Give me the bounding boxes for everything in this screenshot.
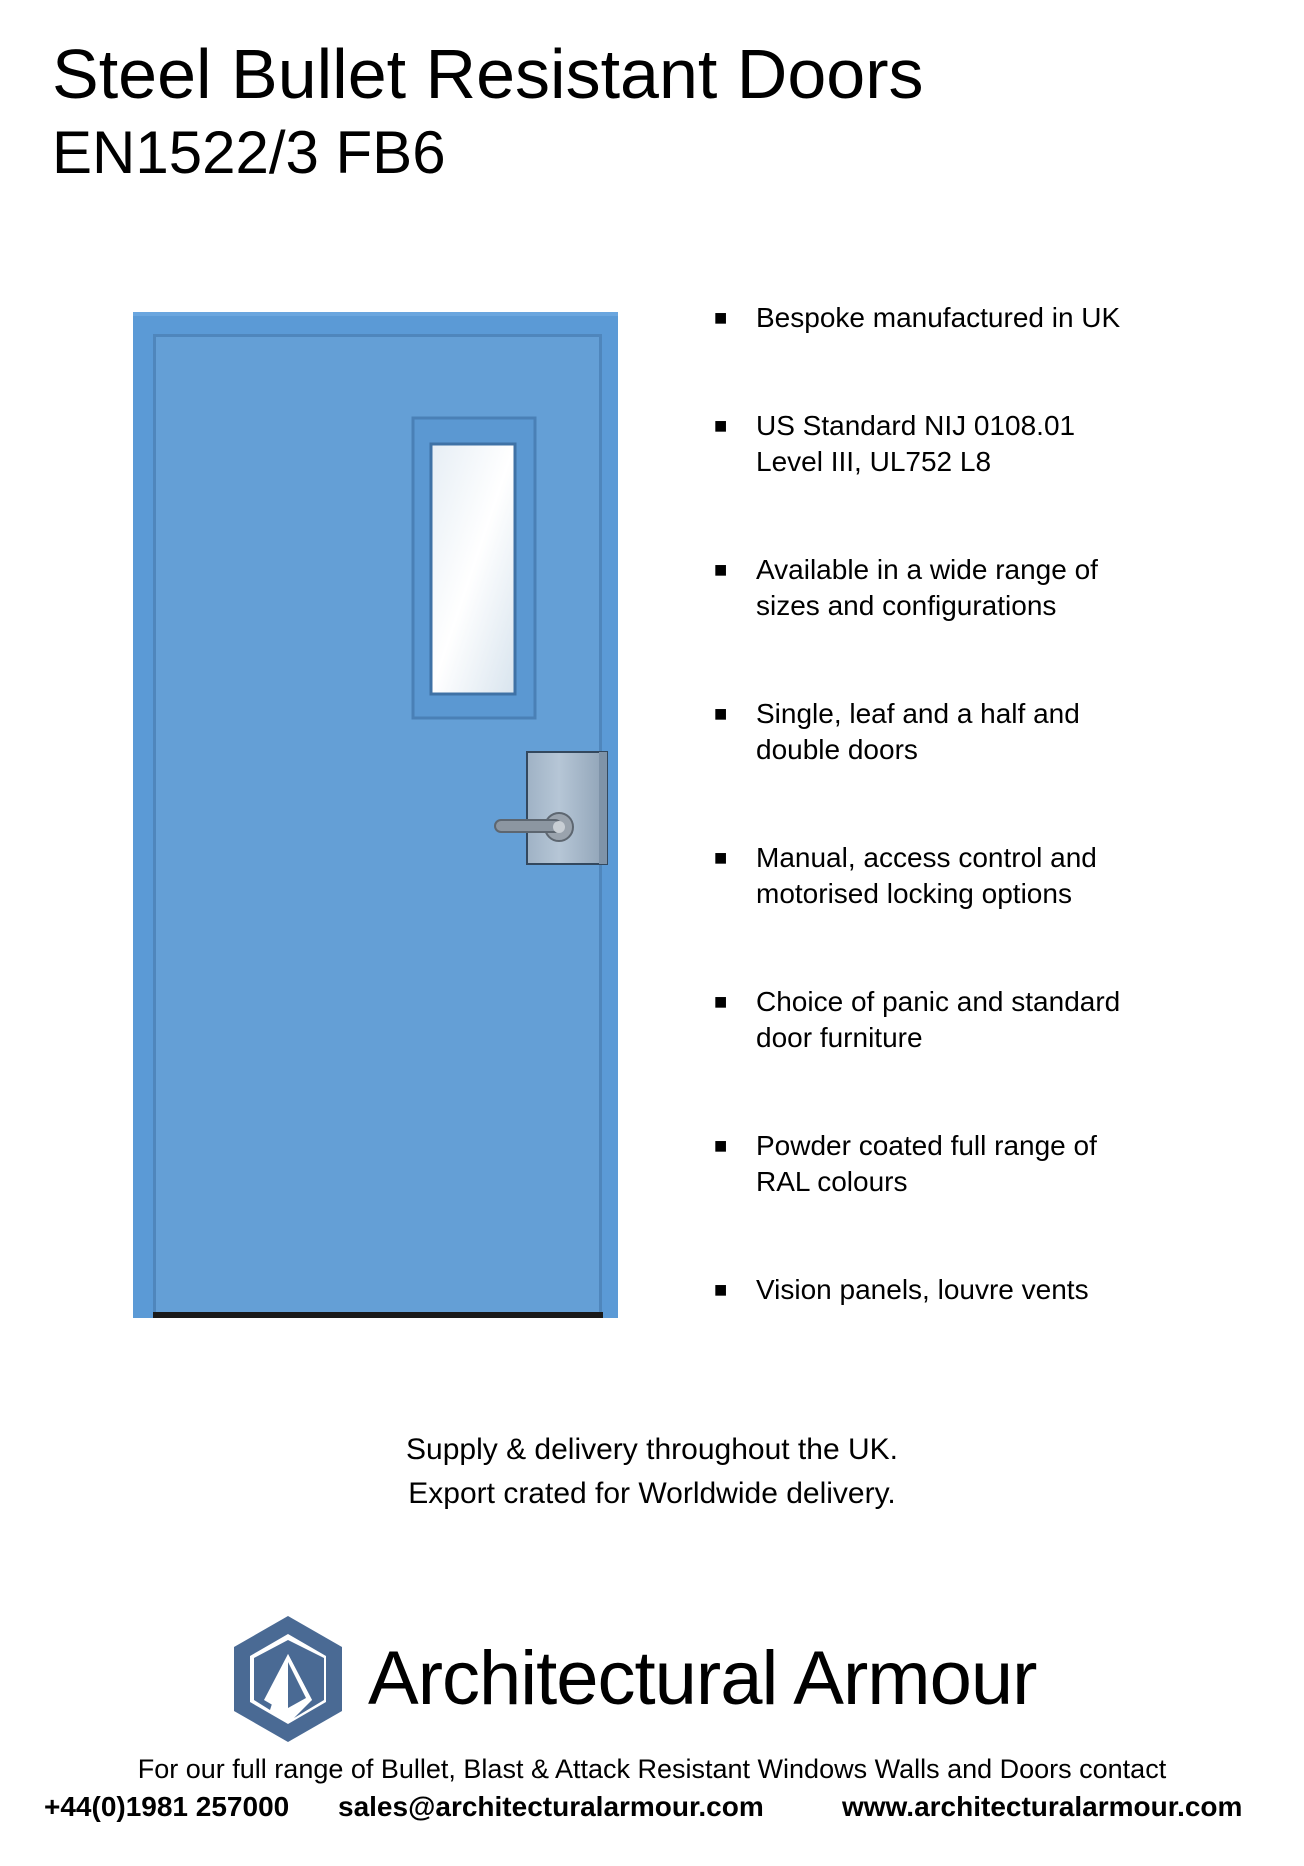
feature-item	[714, 840, 1274, 912]
feature-item	[714, 1272, 1274, 1308]
bullet-icon: ■	[714, 989, 728, 1014]
feature-item	[714, 696, 1274, 768]
brand-name: Architectural Armour	[368, 1636, 1037, 1721]
phone-number[interactable]: +44(0)1981 257000	[44, 1791, 290, 1822]
delivery-info	[0, 1428, 1304, 1516]
feature-text: Vision panels, louvre vents	[756, 1274, 1089, 1305]
door-illustration	[133, 312, 618, 1318]
bullet-icon: ■	[714, 1133, 728, 1158]
delivery-line-uk: Supply & delivery throughout the UK.	[406, 1433, 898, 1466]
feature-item	[714, 552, 1274, 624]
feature-item	[714, 1128, 1274, 1200]
email-link[interactable]: sales@architecturalarmour.com	[338, 1791, 764, 1822]
bullet-icon: ■	[714, 1277, 728, 1302]
bullet-icon: ■	[714, 557, 728, 582]
vision-panel-glass	[431, 444, 515, 694]
website-link[interactable]: www.architecturalarmour.com	[842, 1791, 1243, 1822]
feature-text: Powder coated full range of RAL colours	[756, 1130, 1097, 1197]
feature-text: Manual, access control and motorised locking options	[756, 842, 1097, 909]
feature-item	[714, 408, 1274, 480]
feature-text: Single, leaf and a half and double doors	[756, 698, 1080, 765]
bullet-icon: ■	[714, 413, 728, 438]
feature-text: US Standard NIJ 0108.01 Level III, UL752 L8	[756, 410, 1076, 477]
bullet-icon: ■	[714, 305, 728, 330]
hexagon-logo-icon	[232, 1614, 344, 1744]
feature-item	[714, 984, 1274, 1056]
feature-text: Choice of panic and standard door furniture	[756, 986, 1121, 1053]
feature-item	[714, 300, 1274, 336]
feature-text: Bespoke manufactured in UK	[756, 302, 1121, 333]
page-title: Steel Bullet Resistant Doors	[52, 35, 924, 113]
lock-plate	[527, 752, 607, 864]
page-subtitle: EN1522/3 FB6	[52, 119, 446, 186]
delivery-line-export: Export crated for Worldwide delivery.	[408, 1477, 896, 1510]
contact-intro: For our full range of Bullet, Blast & Attack Resistant Windows Walls and Doors contact	[137, 1754, 1167, 1784]
door-image	[133, 312, 618, 1318]
feature-text: Available in a wide range of sizes and configurations	[756, 554, 1098, 621]
bullet-icon: ■	[714, 701, 728, 726]
bullet-icon: ■	[714, 845, 728, 870]
